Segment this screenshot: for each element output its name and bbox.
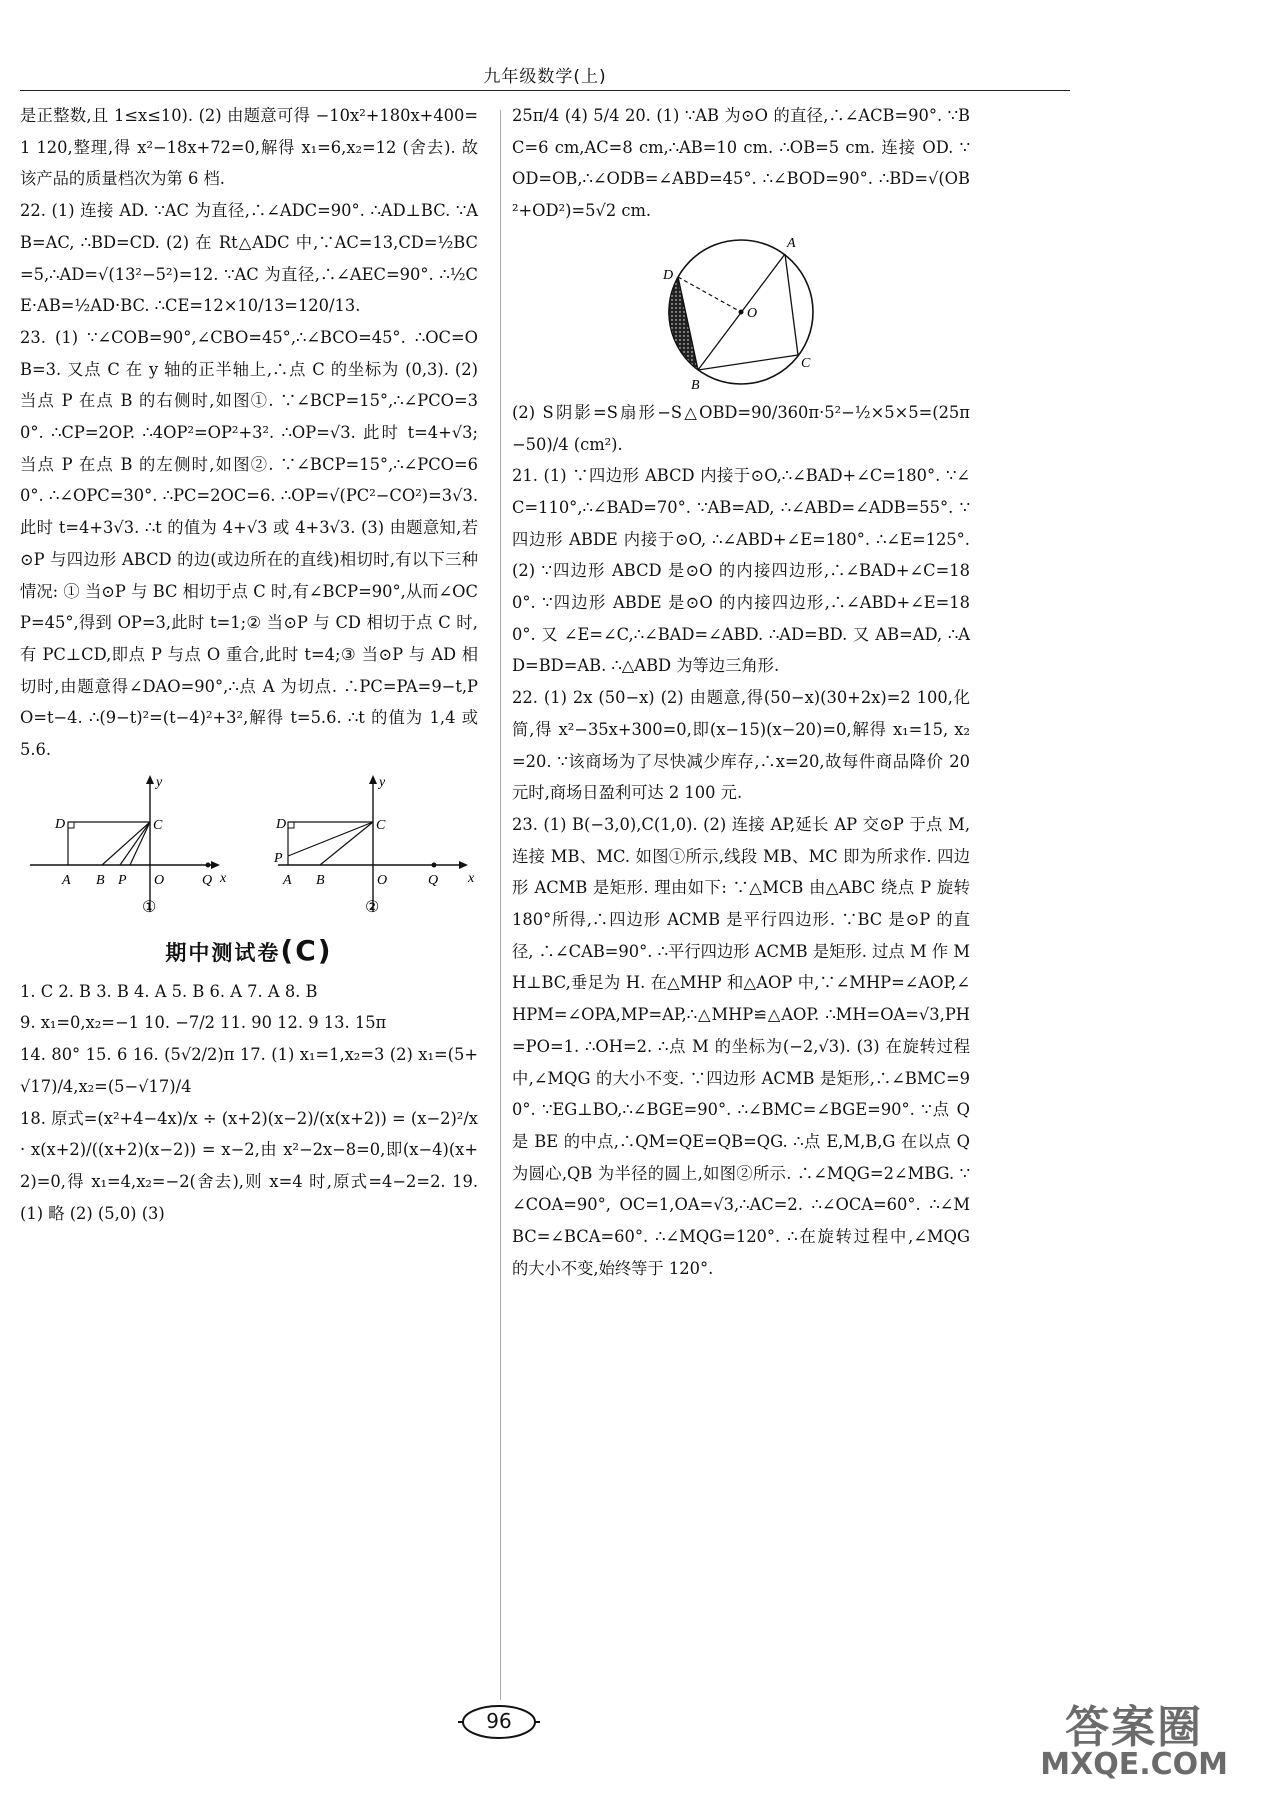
fig1-label-o: O bbox=[154, 872, 165, 888]
fig1-caption: ① bbox=[142, 898, 157, 916]
fig2-label-b: B bbox=[316, 872, 325, 888]
fig1-label-d: D bbox=[55, 816, 66, 832]
column-divider bbox=[500, 110, 501, 1700]
fig1-label-p: P bbox=[118, 872, 127, 888]
fig1-label-x: x bbox=[220, 870, 227, 886]
left-answers-9-13: 9. x₁=0,x₂=−1 10. −7/2 11. 90 12. 9 13. 15π bbox=[20, 1013, 387, 1033]
fig2-label-q: Q bbox=[428, 872, 439, 888]
fig2-label-p: P bbox=[274, 850, 283, 866]
left-answers-18-19: 18. 原式=(x²+4−4x)/x ÷ (x+2)(x−2)/(x(x+2)) = (x−2)²/x · x(x+2)/((x+2)(x−2)) = x−2,由 x²−2x−8=0,即(x−4)(x+2)=0,得 x₁=4,x₂=−2(舍去),则 x=4 时,原式=4−2=2. 19. (1) 略 (2) (5,0) (3) bbox=[20, 1108, 478, 1223]
left-paragraph-23: 23. (1) ∵∠COB=90°,∠CBO=45°,∴∠BCO=45°. ∴OC=OB=3. 又点 C 在 y 轴的正半轴上,∴点 C 的坐标为 (0,3). (2) 当点 P 在点 B 的右侧时,如图①. ∵∠BCP=15°,∴∠PCO=30°. ∴CP=2OP. ∴4OP²=OP²+3². ∴OP=√3. 此时 t=4+√3;当点 P 在点 B 的左侧时,如图②. ∵∠BCP=15°,∴∠PCO=60°. ∴∠OPC=30°. ∴PC=2OC=6. ∴OP=√(PC²−CO²)=3√3. 此时 t=4+3√3. ∴t 的值为 4+√3 或 4+3√3. (3) 由题意知,若⊙P 与四边形 ABCD 的边(或边所在的直线)相切时,有以下三种情况: ① 当⊙P 与 BC 相切于点 C 时,有∠BCP=90°,从而∠OCP=45°,得到 OP=3,此时 t=1;② 当⊙P 与 CD 相切于点 C 时,有 PC⊥CD,即点 P 与点 O 重合,此时 t=4;③ 当⊙P 与 AD 相切时,由题意得∠DAO=90°,∴点 A 为切点. ∴PC=PA=9−t,PO=t−4. ∴(9−t)²=(t−4)²+3²,解得 t=5.6. ∴t 的值为 1,4 或 5.6. bbox=[20, 327, 478, 760]
circle-label-b: B bbox=[691, 377, 700, 393]
fig2-label-y: y bbox=[379, 774, 386, 790]
section-title-letter: (C) bbox=[280, 933, 333, 967]
page-number-badge bbox=[458, 1700, 540, 1744]
left-paragraph-22: 22. (1) 连接 AD. ∵AC 为直径,∴∠ADC=90°. ∴AD⊥BC. ∵AB=AC, ∴BD=CD. (2) 在 Rt△ADC 中,∵AC=13,CD=½BC=5,∴AD=√(13²−5²)=12. ∵AC 为直径,∴∠AEC=90°. ∴½CE·AB=½AD·BC. ∴CE=12×10/13=120/13. bbox=[20, 201, 478, 316]
right-paragraph-20-2: (2) S阴影=S扇形−S△OBD=90/360π·5²−½×5×5=(25π−50)/4 (cm²). bbox=[512, 402, 970, 454]
fig2-label-o: O bbox=[377, 872, 388, 888]
fig1-label-c: C bbox=[153, 817, 163, 833]
fig1-label-b: B bbox=[96, 872, 105, 888]
fig2-label-d: D bbox=[276, 816, 287, 832]
section-title-text: 期中测试卷 bbox=[165, 940, 281, 965]
right-paragraph-20: 25π/4 (4) 5/4 20. (1) ∵AB 为⊙O 的直径,∴∠ACB=90°. ∵BC=6 cm,AC=8 cm,∴AB=10 cm. ∴OB=5 cm. 连接 OD. ∵OD=OB,∴∠ODB=∠ABD=45°. ∴∠BOD=90°. ∴BD=√(OB²+OD²)=5√2 cm. bbox=[512, 106, 970, 221]
circle-figure bbox=[651, 227, 831, 397]
circle-label-c: C bbox=[801, 355, 811, 371]
circle-label-d: D bbox=[663, 267, 674, 283]
figure-2 bbox=[268, 772, 478, 922]
right-paragraph-22: 22. (1) 2x (50−x) (2) 由题意,得(50−x)(30+2x)=2 100,化简,得 x²−35x+300=0,即(x−15)(x−20)=0,解得 x₁=15, x₂=20. ∵该商场为了尽快减少库存,∴x=20,故每件商品降价 20 元时,商场日盈利可达 2 100 元. bbox=[512, 688, 970, 803]
figure-1 bbox=[20, 772, 230, 922]
left-answers-14-17: 14. 80° 15. 6 16. (5√2/2)π 17. (1) x₁=1,x₂=3 (2) x₁=(5+√17)/4,x₂=(5−√17)/4 bbox=[20, 1045, 478, 1096]
choice-answers: 1. C 2. B 3. B 4. A 5. B 6. A 7. A 8. B bbox=[20, 981, 318, 1001]
header-rule bbox=[20, 90, 1070, 91]
fig1-label-q: Q bbox=[202, 872, 213, 888]
page-number: 96 bbox=[486, 1709, 512, 1733]
circle-label-o: O bbox=[747, 305, 758, 321]
watermark-cn: 答案圈 bbox=[1065, 1702, 1204, 1753]
circle-figure-wrap bbox=[512, 227, 970, 397]
left-paragraph-1: 是正整数,且 1≤x≤10). (2) 由题意可得 −10x²+180x+400=1 120,整理,得 x²−18x+72=0,解得 x₁=6,x₂=12 (舍去). 故该产品的质量档次为第 6 档. bbox=[20, 106, 478, 189]
section-title bbox=[20, 934, 478, 970]
fig1-label-y: y bbox=[156, 774, 163, 790]
coordinate-figures bbox=[20, 772, 478, 922]
circle-label-a: A bbox=[787, 235, 796, 251]
fig2-label-a: A bbox=[283, 872, 292, 888]
fig2-label-c: C bbox=[376, 817, 386, 833]
header-title: 九年级数学(上) bbox=[483, 67, 607, 87]
fig2-label-x: x bbox=[468, 870, 475, 886]
right-paragraph-21: 21. (1) ∵四边形 ABCD 内接于⊙O,∴∠BAD+∠C=180°. ∵∠C=110°,∴∠BAD=70°. ∵AB=AD, ∴∠ABD=∠ADB=55°. ∵四边形 ABDE 内接于⊙O, ∴∠ABD+∠E=180°. ∴∠E=125°. (2) ∵四边形 ABCD 是⊙O 的内接四边形,∴∠BAD+∠C=180°. ∵四边形 ABDE 是⊙O 的内接四边形,∴∠ABD+∠E=180°. 又 ∠E=∠C,∴∠BAD=∠ABD. ∴AD=BD. 又 AB=AD, ∴AD=BD=AB. ∴△ABD 为等边三角形. bbox=[512, 466, 970, 676]
fig2-caption: ② bbox=[365, 898, 380, 916]
watermark-logo bbox=[1040, 1702, 1228, 1782]
left-column bbox=[20, 100, 478, 1229]
right-column bbox=[512, 100, 970, 1285]
right-paragraph-23: 23. (1) B(−3,0),C(1,0). (2) 连接 AP,延长 AP 交⊙P 于点 M,连接 MB、MC. 如图①所示,线段 MB、MC 即为所求作. 四边形 ACMB 是矩形. 理由如下: ∵△MCB 由△ABC 绕点 P 旋转 180°所得,∴四边形 ACMB 是平行四边形. ∵BC 是⊙P 的直径, ∴∠CAB=90°. ∴平行四边形 ACMB 是矩形. 过点 M 作 MH⊥BC,垂足为 H. 在△MHP 和△AOP 中,∵∠MHP=∠AOP,∠HPM=∠OPA,MP=AP,∴△MHP≌△AOP. ∴MH=OA=√3,PH=PO=1. ∴OH=2. ∴点 M 的坐标为(−2,√3). (3) 在旋转过程中,∠MQG 的大小不变. ∵四边形 ACMB 是矩形,∴∠BMC=90°. ∵EG⊥BO,∴∠BGE=90°. ∴∠BMC=∠BGE=90°. ∵点 Q 是 BE 的中点,∴QM=QE=QB=QG. ∴点 E,M,B,G 在以点 Q 为圆心,QB 为半径的圆上,如图②所示. ∴∠MQG=2∠MBG. ∵∠COA=90°, OC=1,OA=√3,∴AC=2. ∴∠OCA=60°. ∴∠MBC=∠BCA=60°. ∴∠MQG=120°. ∴在旋转过程中,∠MQG 的大小不变,始终等于 120°. bbox=[512, 814, 970, 1278]
watermark-en: MXQE.COM bbox=[1040, 1747, 1228, 1782]
fig1-label-a: A bbox=[62, 872, 71, 888]
